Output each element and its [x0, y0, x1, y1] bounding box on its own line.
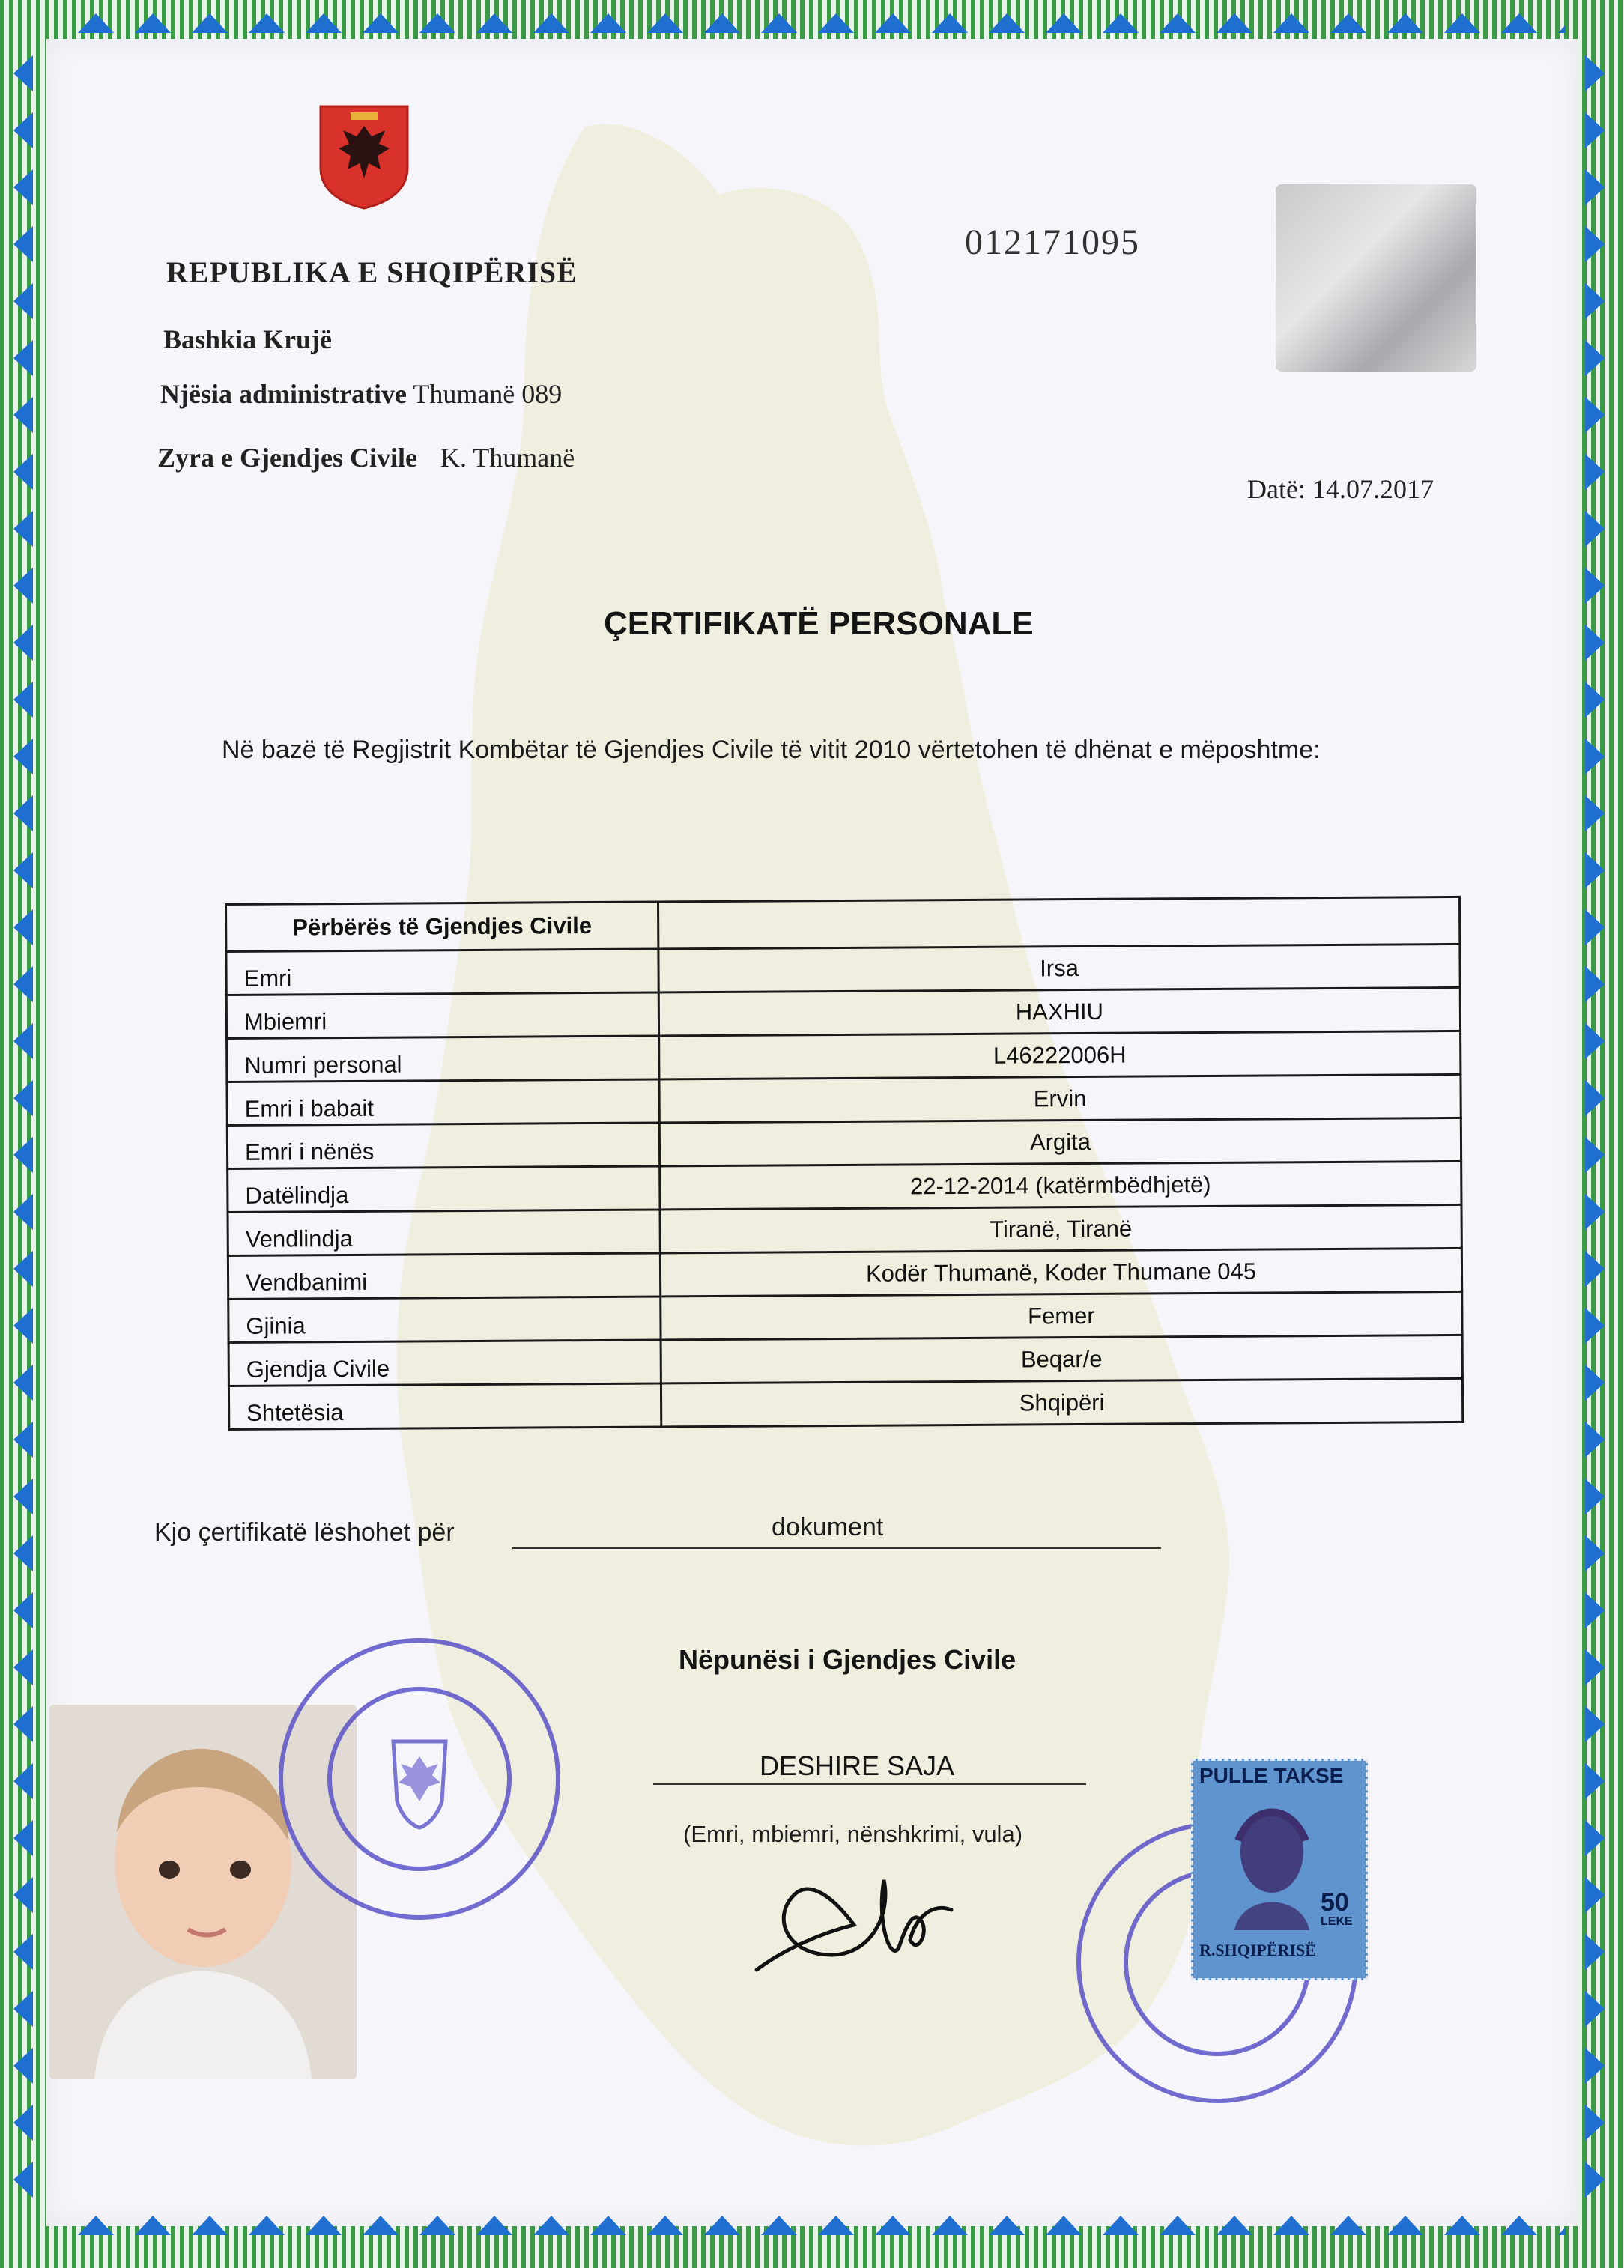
serial-number: 012171095: [965, 222, 1140, 262]
table-header-empty: [658, 897, 1459, 949]
coat-of-arms-icon: [318, 103, 410, 210]
row-value: Argita: [659, 1118, 1461, 1166]
tax-stamp-title: PULLE TAKSE: [1199, 1764, 1344, 1787]
handwritten-signature: [742, 1850, 959, 1992]
civil-office-value: K. Thumanë: [440, 443, 575, 473]
table-row: [228, 1335, 1462, 1386]
row-value: Ervin: [659, 1074, 1461, 1123]
table-row: [228, 1248, 1461, 1299]
official-name: DESHIRE SAJA: [760, 1750, 955, 1781]
row-value: Beqar/e: [661, 1335, 1462, 1383]
table-row: [227, 1118, 1461, 1168]
row-label: Shtetësia: [228, 1383, 661, 1430]
row-value: Tiranë, Tiranë: [660, 1204, 1461, 1253]
table-row: [227, 1074, 1461, 1125]
official-title: Nëpunësi i Gjendjes Civile: [679, 1644, 1016, 1675]
row-label: Numri personal: [227, 1036, 659, 1082]
admin-unit-value: Thumanë 089: [413, 379, 563, 409]
civil-status-table: [225, 896, 1464, 1431]
row-value: HAXHIU: [658, 987, 1460, 1036]
civil-office-line: [157, 442, 575, 473]
tax-stamp: [1191, 1759, 1368, 1980]
row-value: Shqipëri: [661, 1378, 1462, 1427]
table-row: [228, 1378, 1462, 1429]
row-label: Datëlindja: [228, 1166, 660, 1213]
civil-office-label: Zyra e Gjendjes Civile: [157, 443, 417, 473]
issued-for-value: dokument: [772, 1513, 884, 1541]
table-row: [226, 987, 1460, 1038]
issue-date: Datë: 14.07.2017: [1247, 474, 1434, 504]
country-heading: REPUBLIKA E SHQIPËRISË: [166, 255, 578, 289]
table-row: [228, 1204, 1461, 1255]
table-row: [228, 1291, 1462, 1342]
admin-unit-line: [160, 378, 562, 410]
row-label: Vendlindja: [228, 1210, 660, 1256]
signature-note: (Emri, mbiemri, nënshkrimi, vula): [683, 1821, 1023, 1847]
signature-underline: [653, 1783, 1086, 1785]
municipality-label: Bashkia Krujë: [163, 324, 333, 354]
issued-for-label: Kjo çertifikatë lëshohet për: [154, 1518, 455, 1547]
issued-for-underline: [512, 1547, 1161, 1549]
portrait-icon: [1223, 1795, 1321, 1930]
row-value: Irsa: [658, 944, 1460, 992]
row-label: Gjendja Civile: [228, 1340, 661, 1386]
row-label: Gjinia: [228, 1297, 661, 1343]
row-value: Kodër Thumanë, Koder Thumane 045: [660, 1248, 1461, 1297]
row-label: Emri: [226, 949, 658, 995]
row-label: Emri i babait: [227, 1079, 659, 1126]
row-label: Emri i nënës: [227, 1123, 659, 1169]
tax-stamp-unit: LEKE: [1321, 1915, 1353, 1928]
document-title: ÇERTIFIKATË PERSONALE: [604, 605, 1034, 642]
table-header-row: [226, 897, 1460, 951]
tax-stamp-country: R.SHQIPËRISË: [1199, 1941, 1316, 1959]
row-value: Femer: [661, 1291, 1462, 1340]
table-row: [226, 944, 1460, 995]
official-seal-left: [262, 1629, 577, 1929]
hologram-seal: [1276, 184, 1476, 372]
row-label: Vendbanimi: [228, 1253, 660, 1300]
table-row: [227, 1031, 1461, 1082]
row-label: Mbiemri: [226, 992, 658, 1039]
table-header-label: Përbërës të Gjendjes Civile: [226, 902, 658, 952]
table-row: [228, 1161, 1461, 1212]
row-value: L46222006H: [659, 1031, 1461, 1079]
admin-unit-label: Njësia administrative: [160, 379, 407, 409]
row-value: 22-12-2014 (katërmbëdhjetë): [660, 1161, 1461, 1210]
intro-statement: Në bazë të Regjistrit Kombëtar të Gjendjes Civile të vitit 2010 vërtetohen të dhënat e mëposhtme:: [222, 736, 1321, 764]
tax-stamp-value: 50: [1321, 1888, 1349, 1917]
